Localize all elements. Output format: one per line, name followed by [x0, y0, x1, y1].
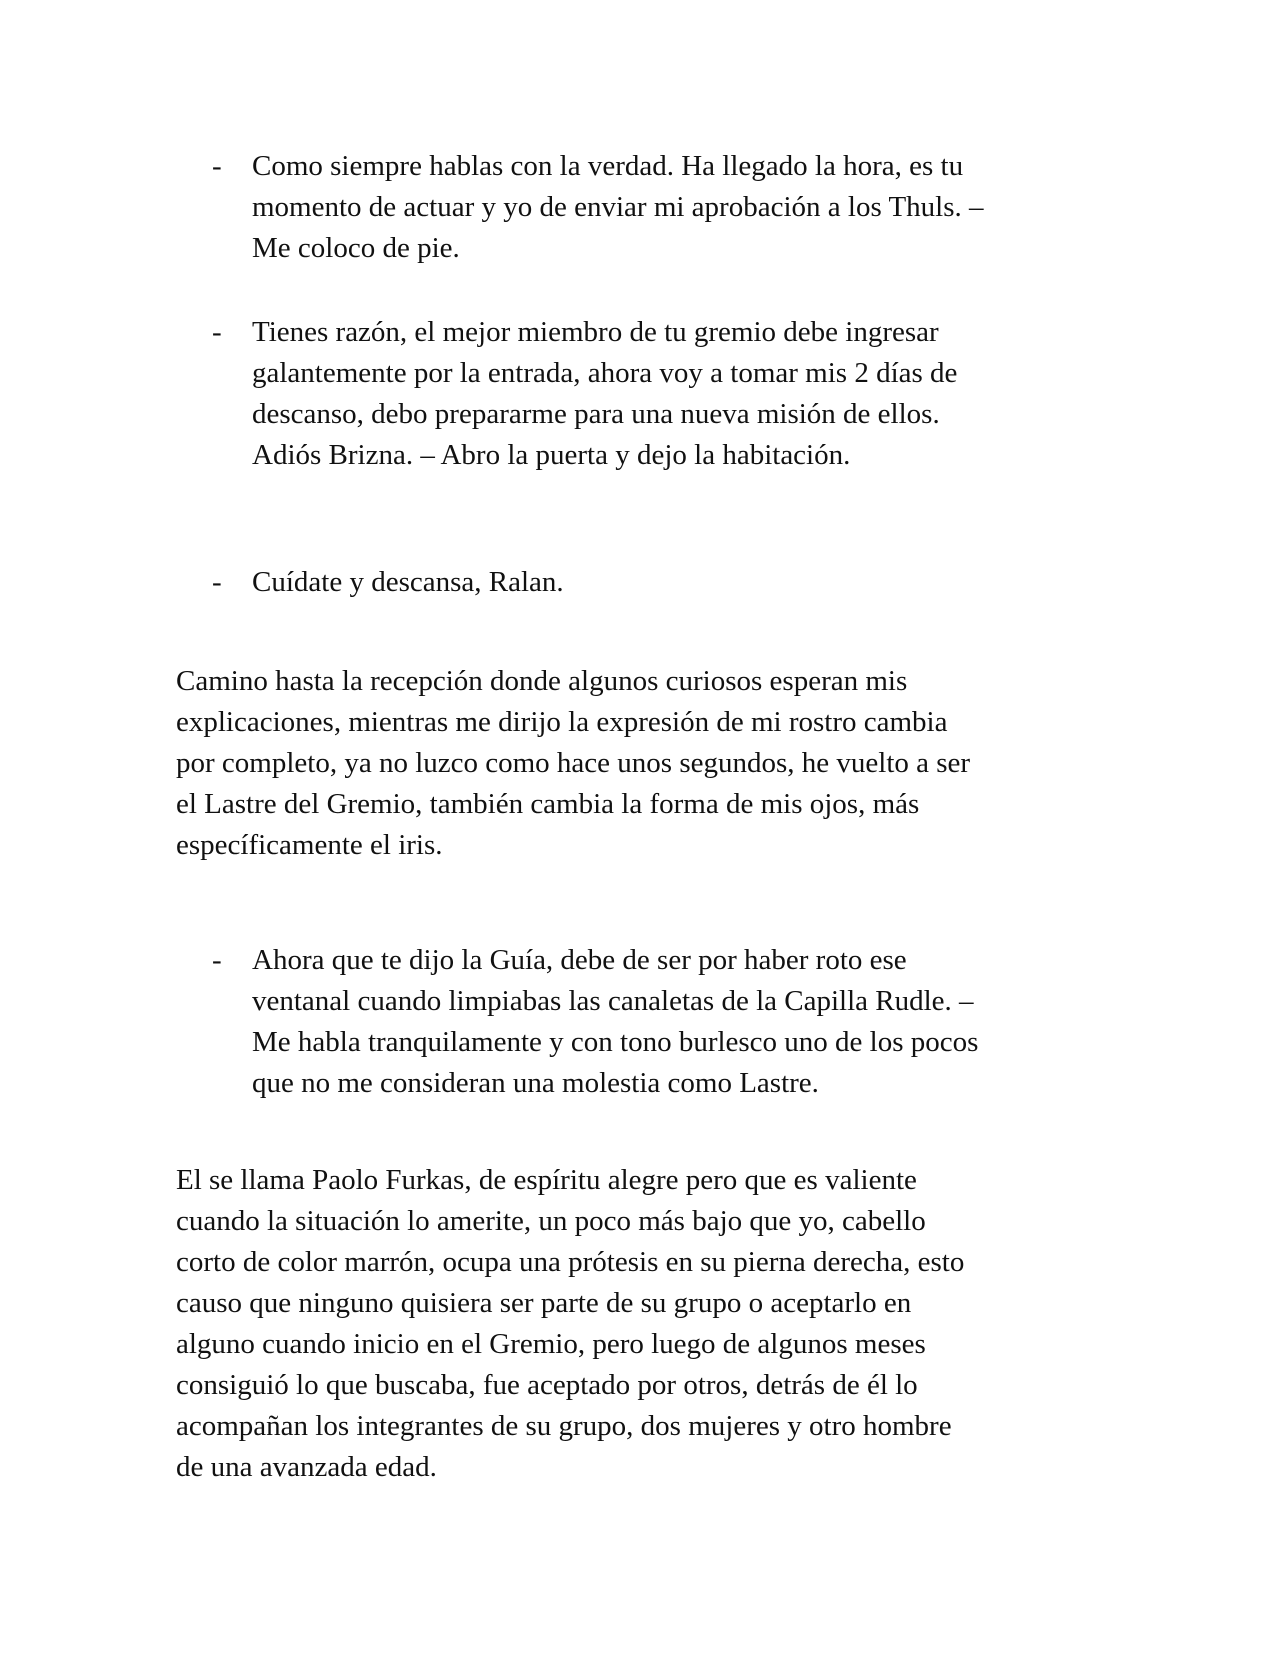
narrative-paragraph [176, 661, 1116, 866]
dialogue-dash: - [212, 566, 222, 598]
dialogue-text [252, 312, 1112, 476]
text-line: Me habla tranquilamente y con tono burlesco uno de los pocos [252, 1026, 979, 1058]
text-line: de una avanzada edad. [176, 1451, 437, 1483]
text-line: galantemente por la entrada, ahora voy a tomar mis 2 días de [252, 357, 958, 389]
text-line: ventanal cuando limpiabas las canaletas de la Capilla Rudle. – [252, 985, 974, 1017]
text-line: explicaciones, mientras me dirijo la expresión de mi rostro cambia [176, 706, 948, 738]
text-line: Adiós Brizna. – Abro la puerta y dejo la habitación. [252, 439, 851, 471]
dialogue-line [212, 146, 1112, 269]
dialogue-line [212, 312, 1112, 476]
text-line: corto de color marrón, ocupa una prótesis en su pierna derecha, esto [176, 1246, 965, 1278]
text-line: causo que ninguno quisiera ser parte de su grupo o aceptarlo en [176, 1287, 912, 1319]
dialogue-text [252, 146, 1112, 269]
dialogue-text [252, 940, 1112, 1104]
text-line: cuando la situación lo amerite, un poco más bajo que yo, cabello [176, 1205, 926, 1237]
text-line: por completo, ya no luzco como hace unos segundos, he vuelto a ser [176, 747, 971, 779]
text-line: que no me consideran una molestia como Lastre. [252, 1067, 819, 1099]
text-line: Como siempre hablas con la verdad. Ha llegado la hora, es tu [252, 150, 964, 182]
text-line: Ahora que te dijo la Guía, debe de ser por haber roto ese [252, 944, 907, 976]
text-line: Camino hasta la recepción donde algunos curiosos esperan mis [176, 665, 908, 697]
text-line: Tienes razón, el mejor miembro de tu gremio debe ingresar [252, 316, 939, 348]
dialogue-dash: - [212, 944, 222, 976]
dialogue-line [212, 562, 1112, 603]
text-line: consiguió lo que buscaba, fue aceptado por otros, detrás de él lo [176, 1369, 918, 1401]
text-line: Me coloco de pie. [252, 232, 460, 264]
text-line: descanso, debo prepararme para una nueva misión de ellos. [252, 398, 940, 430]
text-line: El se llama Paolo Furkas, de espíritu alegre pero que es valiente [176, 1164, 917, 1196]
dialogue-dash: - [212, 316, 222, 348]
text-line: alguno cuando inicio en el Gremio, pero luego de algunos meses [176, 1328, 926, 1360]
dialogue-dash: - [212, 150, 222, 182]
dialogue-text [252, 562, 1112, 603]
text-line: específicamente el iris. [176, 829, 443, 861]
narrative-paragraph [176, 1160, 1116, 1488]
dialogue-line [212, 940, 1112, 1104]
text-line: el Lastre del Gremio, también cambia la forma de mis ojos, más [176, 788, 920, 820]
text-line: momento de actuar y yo de enviar mi aprobación a los Thuls. – [252, 191, 984, 223]
text-line: acompañan los integrantes de su grupo, dos mujeres y otro hombre [176, 1410, 952, 1442]
text-line: Cuídate y descansa, Ralan. [252, 566, 564, 598]
